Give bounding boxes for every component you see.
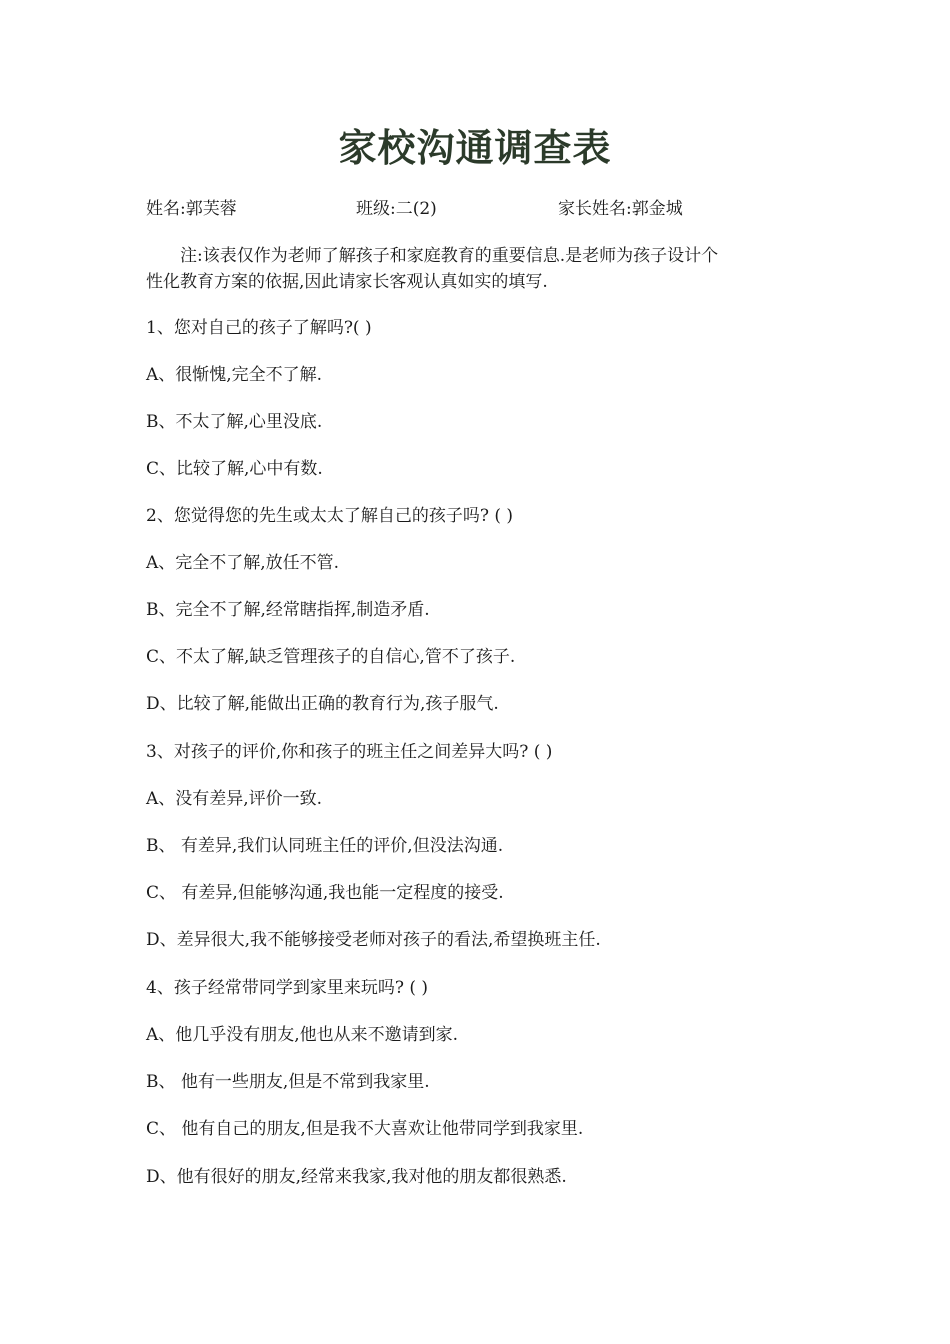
option-4a: A、他几乎没有朋友,他也从来不邀请到家. xyxy=(146,1025,459,1045)
option-4c: C、 他有自己的朋友,但是我不大喜欢让他带同学到我家里. xyxy=(146,1119,584,1139)
option-3d: D、差异很大,我不能够接受老师对孩子的看法,希望换班主任. xyxy=(146,930,601,950)
note-paragraph xyxy=(146,243,811,295)
question-4: 4、孩子经常带同学到家里来玩吗? ( ) xyxy=(146,978,429,998)
option-2b: B、完全不了解,经常瞎指挥,制造矛盾. xyxy=(146,600,430,620)
student-name: 姓名:郭芙蓉 xyxy=(146,199,237,219)
option-1b: B、不太了解,心里没底. xyxy=(146,412,323,432)
option-2c: C、不太了解,缺乏管理孩子的自信心,管不了孩子. xyxy=(146,647,516,667)
option-1c: C、比较了解,心中有数. xyxy=(146,459,323,479)
class-info: 班级:二(2) xyxy=(356,199,437,219)
option-4b: B、 他有一些朋友,但是不常到我家里. xyxy=(146,1072,430,1092)
question-3: 3、对孩子的评价,你和孩子的班主任之间差异大吗? ( ) xyxy=(146,742,553,762)
option-4d: D、他有很好的朋友,经常来我家,我对他的朋友都很熟悉. xyxy=(146,1167,567,1187)
parent-name: 家长姓名:郭金城 xyxy=(558,199,683,219)
page-title: 家校沟通调查表 xyxy=(338,126,612,170)
option-3b: B、 有差异,我们认同班主任的评价,但没法沟通. xyxy=(146,836,504,856)
note-line-1: 注:该表仅作为老师了解孩子和家庭教育的重要信息.是老师为孩子设计个 xyxy=(180,246,719,266)
option-2d: D、比较了解,能做出正确的教育行为,孩子服气. xyxy=(146,694,499,714)
option-3c: C、 有差异,但能够沟通,我也能一定程度的接受. xyxy=(146,883,504,903)
option-1a: A、很惭愧,完全不了解. xyxy=(146,365,323,385)
question-1: 1、您对自己的孩子了解吗?( ) xyxy=(146,318,372,338)
question-2: 2、您觉得您的先生或太太了解自己的孩子吗? ( ) xyxy=(146,506,514,526)
option-2a: A、完全不了解,放任不管. xyxy=(146,553,340,573)
note-line-2: 性化教育方案的依据,因此请家长客观认真如实的填写. xyxy=(146,272,548,292)
option-3a: A、没有差异,评价一致. xyxy=(146,789,323,809)
